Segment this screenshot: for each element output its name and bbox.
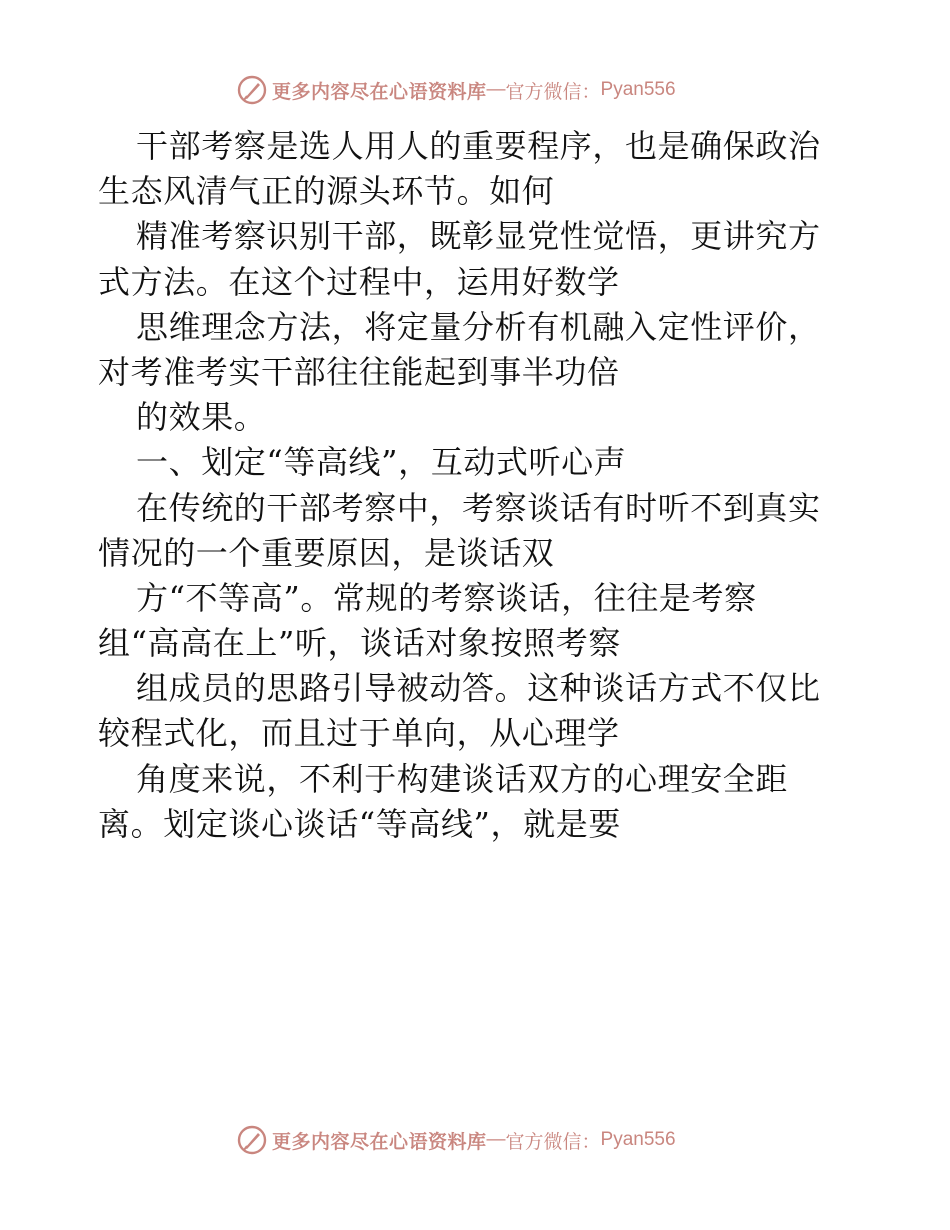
watermark-separator: — [486,79,506,100]
watermark-wechat-label: 官方微信： [505,1130,601,1153]
quill-logo-icon [236,74,268,106]
watermark-wechat-label: 官方微信： [505,80,601,103]
footer-watermark [236,1122,676,1158]
text-line: 式方法。在这个过程中，运用好数学 [98,262,620,301]
text-line: 方“不等高”。常规的考察谈话，往往是考察 [136,578,757,617]
text-line: 在传统的干部考察中，考察谈话有时听不到真实 [136,488,821,527]
text-line: 干部考察是选人用人的重要程序，也是确保政治 [136,127,821,165]
watermark-site-text: 更多内容尽在心语资料库 [272,1130,487,1153]
quill-logo-icon [236,1124,268,1156]
watermark-site-text: 更多内容尽在心语资料库 [272,80,487,103]
text-line: 的效果。 [136,398,267,437]
text-line: 对考准考实干部往往能起到事半功倍 [98,352,620,391]
watermark-wechat-id: Pyan556 [600,79,676,100]
section-heading: 一、划定“等高线”，互动式听心声 [136,443,627,482]
text-line: 角度来说，不利于构建谈话双方的心理安全距 [136,759,789,798]
text-line: 组“高高在上”听，谈话对象按照考察 [98,624,621,663]
header-watermark [236,72,676,108]
watermark-wechat-id: Pyan556 [600,1129,676,1150]
watermark-separator: — [486,1129,506,1150]
text-line: 精准考察识别干部，既彰显党性觉悟，更讲究方 [136,217,821,256]
text-line: 情况的一个重要原因，是谈话双 [98,533,555,572]
document-body [98,124,858,847]
text-line: 组成员的思路引导被动答。这种谈话方式不仅比 [136,669,821,708]
text-line: 较程式化，而且过于单向，从心理学 [98,714,620,753]
text-line: 生态风清气正的源头环节。如何 [98,172,555,211]
text-line: 离。划定谈心谈话“等高线”，就是要 [98,804,621,843]
text-line: 思维理念方法，将定量分析有机融入定性评价， [136,307,821,346]
